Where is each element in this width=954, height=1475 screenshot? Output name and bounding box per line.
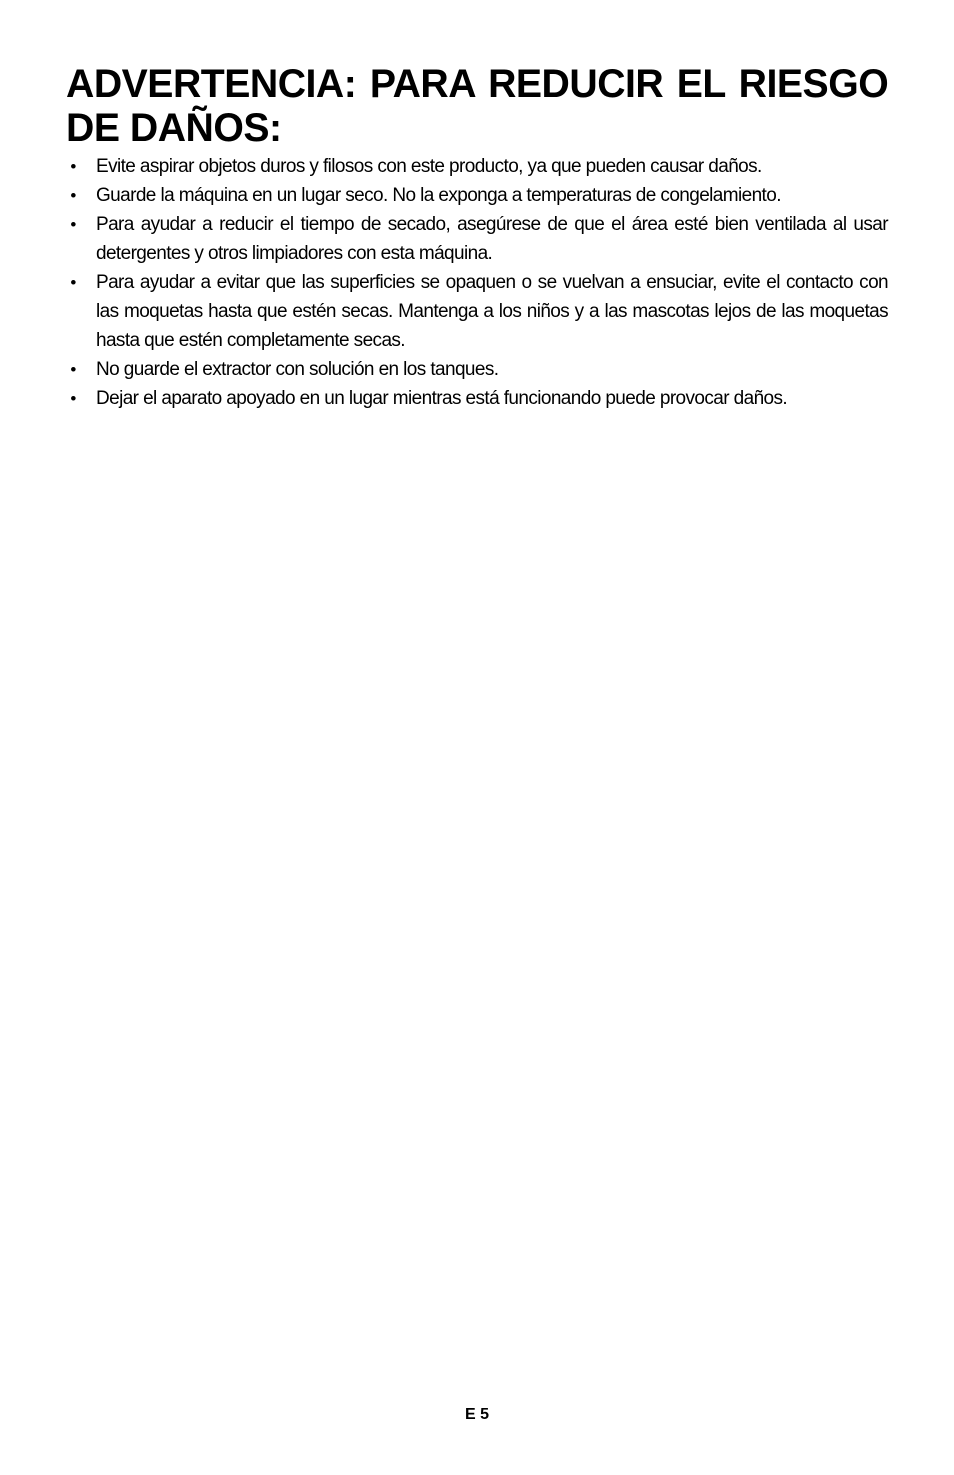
list-item: [66, 152, 888, 181]
warning-heading: ADVERTENCIA: PARA REDUCIR EL RIESGO DE DAÑOS:: [66, 62, 889, 150]
bullet-icon: •: [70, 389, 76, 408]
list-item: [66, 210, 888, 268]
list-item: [66, 181, 888, 210]
bullet-icon: •: [70, 215, 76, 234]
document-page: [66, 62, 888, 413]
list-item-text: Dejar el aparato apoyado en un lugar mientras está funcionando puede provocar daños.: [96, 388, 788, 409]
bullet-icon: •: [70, 360, 76, 379]
list-item: [66, 268, 888, 355]
list-item-text: Guarde la máquina en un lugar seco. No la exponga a temperaturas de congelamiento.: [96, 185, 781, 206]
list-item-text: Evite aspirar objetos duros y filosos con este producto, ya que pueden causar daños.: [96, 156, 762, 177]
list-item-text: No guarde el extractor con solución en los tanques.: [96, 359, 499, 380]
list-item: [66, 355, 888, 384]
bullet-icon: •: [70, 273, 76, 292]
bullet-icon: •: [70, 157, 76, 176]
list-item-text: Para ayudar a reducir el tiempo de secado, asegúrese de que el área esté bien ventilada al usar detergentes y otros limpiadores con esta máquina.: [96, 214, 888, 264]
list-item: [66, 384, 888, 413]
list-item-text: Para ayudar a evitar que las superficies se opaquen o se vuelvan a ensuciar, evite el contacto con las moquetas hasta que estén secas. Mantenga a los niños y a las mascotas lejos de las moquetas hasta que estén completamente secas.: [96, 272, 888, 351]
page-number: E 5: [464, 1406, 489, 1423]
bullet-icon: •: [70, 186, 76, 205]
warning-list: [66, 152, 888, 413]
